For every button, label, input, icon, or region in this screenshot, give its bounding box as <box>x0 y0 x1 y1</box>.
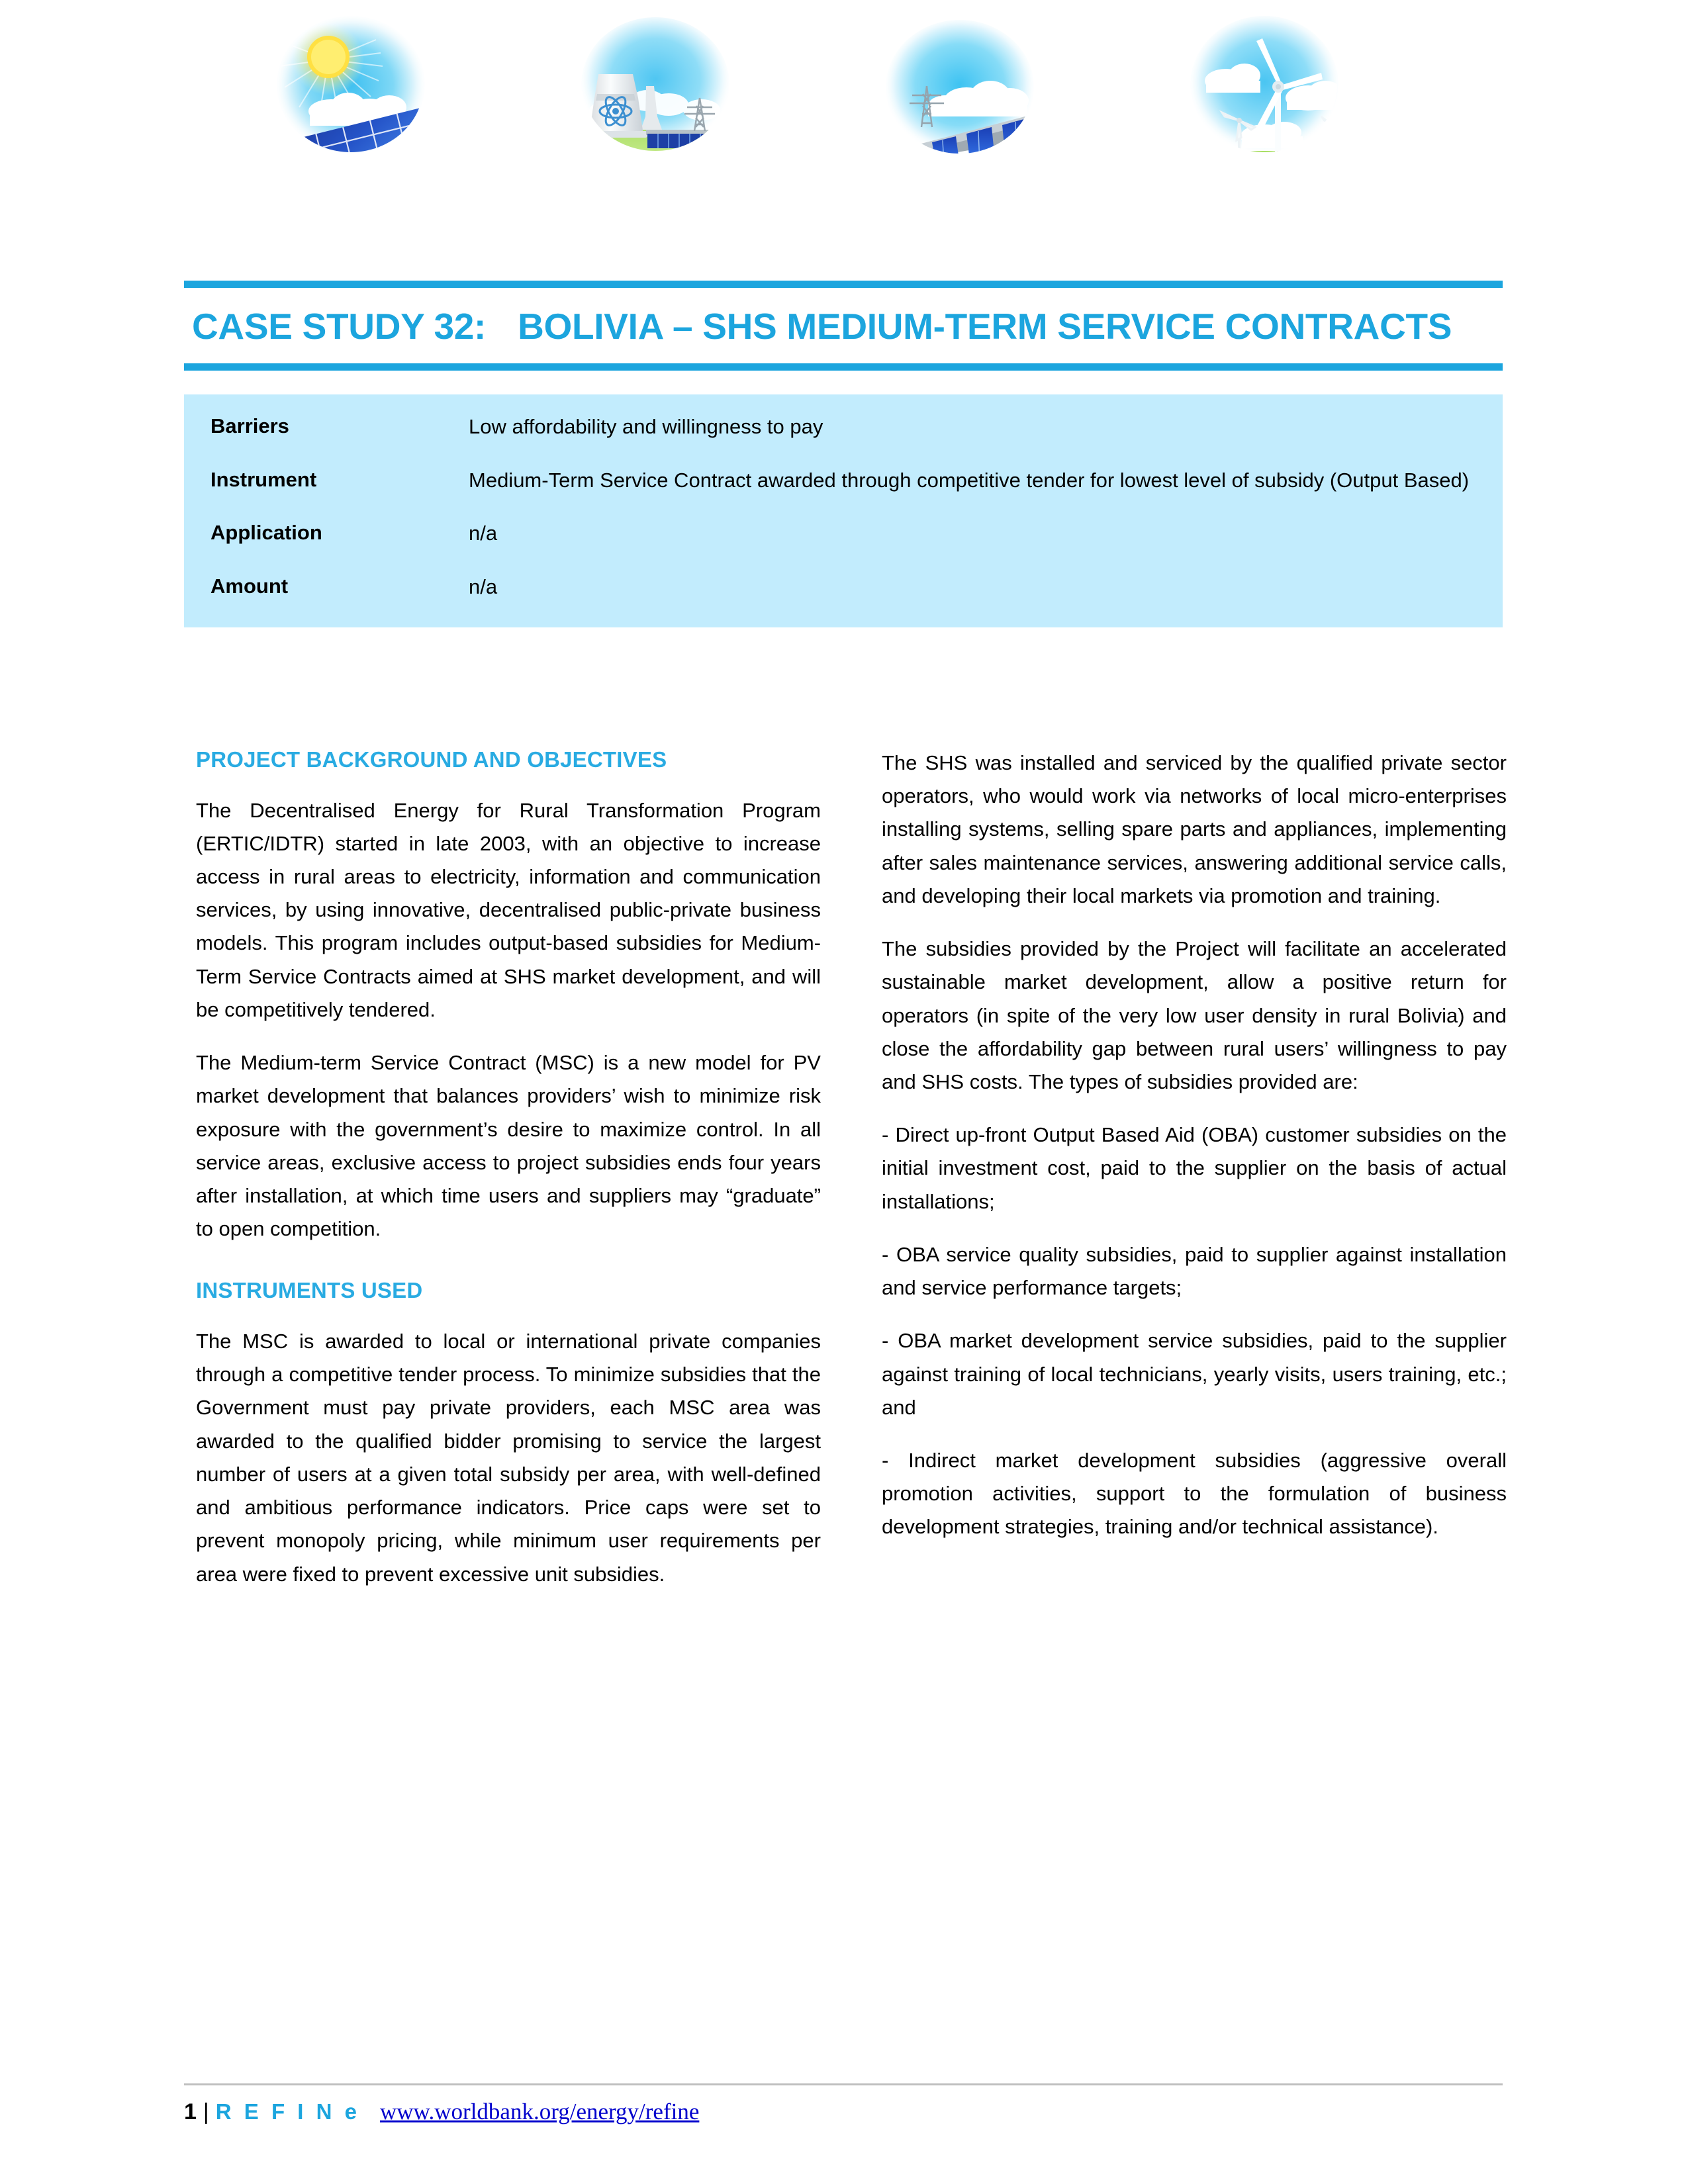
case-study-title-block <box>184 281 1503 371</box>
footer-url-link[interactable]: www.worldbank.org/energy/refine <box>379 2099 700 2124</box>
solar-panel-sun-illustration <box>265 0 437 165</box>
paragraph: The Decentralised Energy for Rural Transformation Program (ERTIC/IDTR) started in late 2003, with an objective to increase access in rural areas to electricity, information and communication services, by using innovative, decentralised public-private business models. This program includes output-based subsidies for Medium-Term Service Contracts aimed at SHS market development, and will be competitively tendered. <box>196 798 821 1021</box>
title-prefix: CASE STUDY 32: <box>192 306 487 347</box>
table-row <box>184 572 1503 603</box>
page-title <box>184 288 1503 363</box>
info-value-application: n/a <box>469 522 498 545</box>
section-heading-project-background: PROJECT BACKGROUND AND OBJECTIVES <box>196 747 667 772</box>
footer-content <box>184 2099 1503 2125</box>
hydro-dam-illustration <box>874 0 1046 165</box>
list-item: - Indirect market development subsidies (aggressive overall promotion activities, support to the formulation of business development strategies, training and/or technical assistance). <box>882 1448 1507 1539</box>
left-column <box>196 747 821 1591</box>
paragraph: The Medium-term Service Contract (MSC) is a new model for PV market development that balances providers’ wish to minimize risk exposure with the government’s desire to maximize control. In all service areas, exclusive access to project subsidies ends four years after installation, at which time users and suppliers may “graduate” to open competition. <box>196 1051 821 1241</box>
page-footer <box>184 2083 1503 2125</box>
footer-divider <box>184 2083 1503 2085</box>
table-row <box>184 412 1503 443</box>
nuclear-plant-illustration <box>569 0 741 165</box>
body-columns <box>196 747 1507 1591</box>
info-value-barriers: Low affordability and willingness to pay <box>469 415 823 438</box>
table-row <box>184 465 1503 496</box>
page-number: 1 <box>184 2099 197 2124</box>
title-rule-bottom <box>184 363 1503 371</box>
list-item: - Direct up-front Output Based Aid (OBA) customer subsidies on the initial investment cost, paid to the supplier on the basis of actual installations; <box>882 1123 1507 1213</box>
section-heading-instruments-used: INSTRUMENTS USED <box>196 1278 423 1303</box>
info-value-amount: n/a <box>469 574 498 598</box>
list-item: - OBA service quality subsidies, paid to supplier against installation and service performance targets; <box>882 1242 1507 1300</box>
title-main: BOLIVIA – SHS MEDIUM-TERM SERVICE CONTRACTS <box>518 306 1452 347</box>
paragraph: The MSC is awarded to local or international private companies through a competitive tender process. To minimize subsidies that the Government must pay private providers, each MSC area was awarded to the qualified bidder promising to service the largest number of users at a given total subsidy per area, with well-defined and ambitious performance indicators. Price caps were set to prevent monopoly pricing, while minimum user requirements per area were fixed to prevent excessive unit subsidies. <box>196 1330 821 1586</box>
info-label-instrument: Instrument <box>211 467 317 491</box>
info-label-application: Application <box>211 521 322 544</box>
list-item: - OBA market development service subsidies, paid to the supplier against training of local technicians, yearly visits, users training, etc.; and <box>882 1329 1507 1419</box>
info-label-barriers: Barriers <box>211 414 289 437</box>
right-column <box>882 747 1507 1591</box>
info-label-amount: Amount <box>211 574 289 598</box>
wind-turbine-illustration <box>1178 0 1350 165</box>
table-row <box>184 518 1503 549</box>
paragraph: The subsidies provided by the Project will facilitate an accelerated sustainable market development, allow a positive return for operators (in spite of the very low user density in rural Bolivia) and close the affordability gap between rural users’ willingness to pay and SHS costs. The types of subsidies provided are: <box>882 937 1507 1093</box>
info-value-instrument: Medium-Term Service Contract awarded through competitive tender for lowest level of subsidy (Output Based) <box>469 468 1470 492</box>
brand-label: R E F I N e <box>215 2099 360 2124</box>
footer-separator: | <box>203 2099 209 2124</box>
case-study-info-table <box>184 394 1503 627</box>
title-rule-top <box>184 281 1503 288</box>
header-image-strip <box>0 0 1688 238</box>
paragraph: The SHS was installed and serviced by the qualified private sector operators, who would work via networks of local micro-enterprises installing systems, selling spare parts and appliances, implementing after sales maintenance services, answering additional service calls, and developing their local markets via promotion and training. <box>882 751 1507 907</box>
